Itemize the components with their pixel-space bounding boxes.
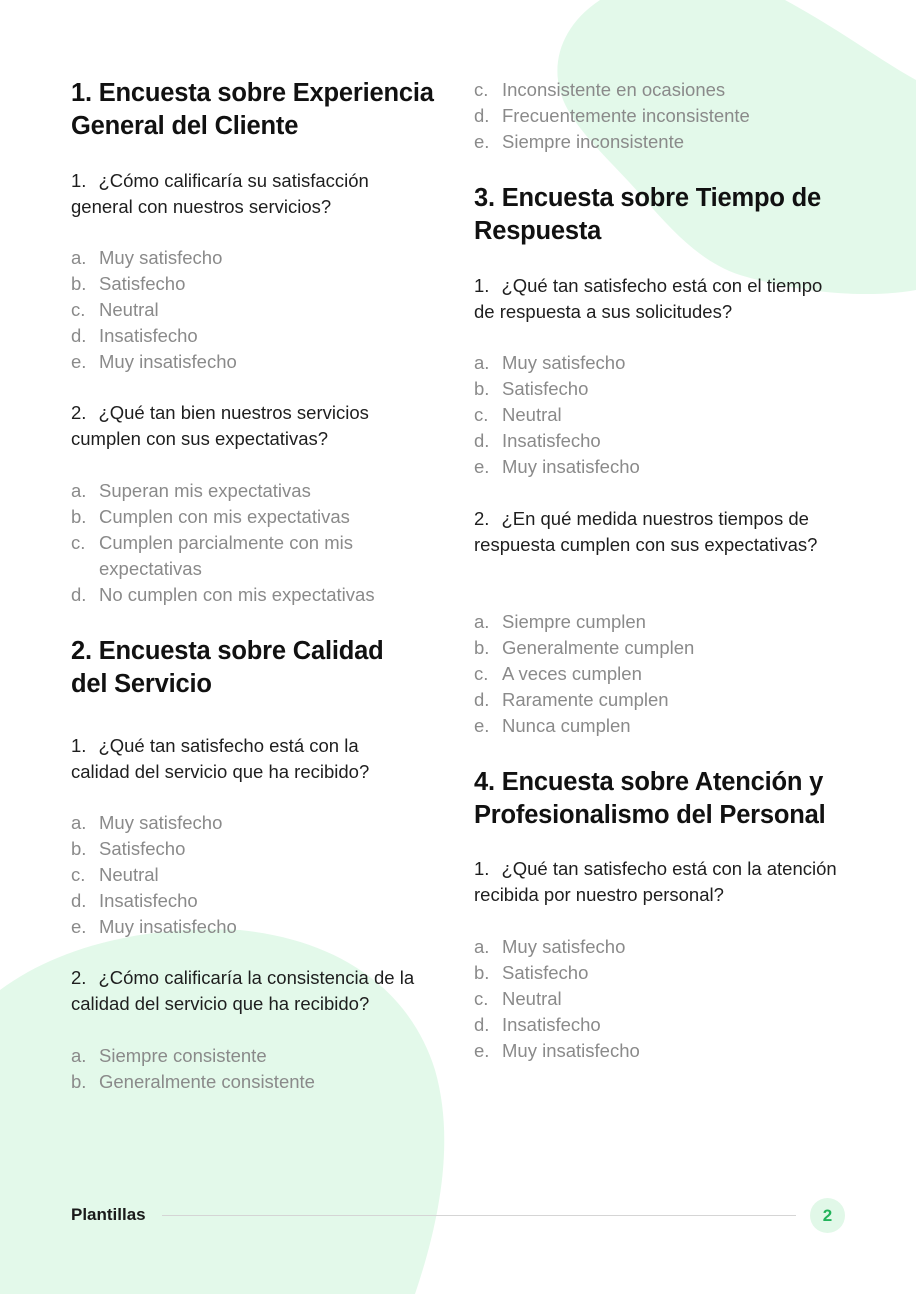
option-item bbox=[474, 986, 846, 1012]
page-number-badge: 2 bbox=[810, 1198, 845, 1233]
section-3-heading: 3. Encuesta sobre Tiempo de Respuesta bbox=[474, 184, 821, 245]
option-letter: a. bbox=[474, 611, 490, 632]
section-4-heading: 4. Encuesta sobre Atención y Profesionalismo del Personal bbox=[474, 768, 826, 829]
option-letter: b. bbox=[474, 637, 490, 658]
option-item bbox=[71, 297, 443, 323]
question-3-2 bbox=[474, 506, 846, 558]
options-3-2 bbox=[474, 609, 846, 739]
option-item bbox=[474, 1012, 846, 1038]
question-text: ¿Cómo calificaría su satisfacción general con nuestros servicios? bbox=[71, 170, 369, 217]
option-item bbox=[71, 862, 443, 888]
question-number: 1. bbox=[474, 275, 490, 296]
option-item bbox=[71, 323, 443, 349]
option-letter: e. bbox=[71, 351, 87, 372]
option-text: Satisfecho bbox=[502, 378, 589, 399]
option-letter: c. bbox=[474, 988, 489, 1009]
option-item bbox=[71, 888, 443, 914]
option-text: Muy satisfecho bbox=[99, 247, 223, 268]
option-item bbox=[474, 713, 846, 739]
option-item bbox=[71, 582, 411, 608]
option-item bbox=[474, 661, 846, 687]
option-text: Muy insatisfecho bbox=[502, 1040, 640, 1061]
option-item bbox=[71, 504, 411, 530]
option-letter: a. bbox=[474, 936, 490, 957]
question-text: ¿Qué tan satisfecho está con el tiempo de respuesta a sus solicitudes? bbox=[474, 275, 823, 322]
option-text: Neutral bbox=[99, 864, 159, 885]
option-text: Muy satisfecho bbox=[502, 936, 626, 957]
option-letter: c. bbox=[474, 79, 489, 100]
option-letter: c. bbox=[474, 663, 489, 684]
section-1-heading: 1. Encuesta sobre Experiencia General del Cliente bbox=[71, 79, 434, 140]
option-letter: b. bbox=[71, 273, 87, 294]
options-3-1 bbox=[474, 350, 846, 480]
option-item bbox=[474, 609, 846, 635]
option-letter: b. bbox=[474, 378, 490, 399]
option-letter: b. bbox=[71, 1071, 87, 1092]
option-letter: d. bbox=[474, 105, 490, 126]
option-item bbox=[71, 530, 389, 582]
option-letter: e. bbox=[71, 916, 87, 937]
option-text: Neutral bbox=[502, 404, 562, 425]
option-letter: e. bbox=[474, 131, 490, 152]
question-2-1 bbox=[71, 733, 401, 785]
option-item bbox=[71, 349, 443, 375]
option-letter: a. bbox=[71, 1045, 87, 1066]
option-item bbox=[474, 350, 846, 376]
option-letter: e. bbox=[474, 715, 490, 736]
option-text: Generalmente consistente bbox=[99, 1071, 315, 1092]
option-item bbox=[474, 960, 846, 986]
option-text: Satisfecho bbox=[99, 273, 186, 294]
footer-label: Plantillas bbox=[71, 1205, 146, 1224]
question-text: ¿Qué tan bien nuestros servicios cumplen con sus expectativas? bbox=[71, 402, 369, 449]
option-letter: d. bbox=[71, 584, 87, 605]
option-letter: c. bbox=[71, 864, 86, 885]
option-text: Neutral bbox=[99, 299, 159, 320]
option-item bbox=[474, 103, 846, 129]
question-text: ¿Qué tan satisfecho está con la calidad del servicio que ha recibido? bbox=[71, 735, 370, 782]
option-text: Inconsistente en ocasiones bbox=[502, 79, 726, 100]
question-number: 2. bbox=[474, 508, 490, 529]
option-item bbox=[474, 77, 846, 103]
option-text: Insatisfecho bbox=[99, 890, 198, 911]
option-item bbox=[474, 454, 846, 480]
option-item bbox=[71, 271, 443, 297]
option-letter: c. bbox=[474, 404, 489, 425]
question-2-2 bbox=[71, 965, 443, 1017]
option-text: Nunca cumplen bbox=[502, 715, 631, 736]
option-text: Superan mis expectativas bbox=[99, 480, 311, 501]
option-text: Neutral bbox=[502, 988, 562, 1009]
question-number: 1. bbox=[474, 858, 490, 879]
option-text: Siempre consistente bbox=[99, 1045, 267, 1066]
option-letter: a. bbox=[71, 812, 87, 833]
question-number: 1. bbox=[71, 735, 87, 756]
options-2-2 bbox=[71, 1043, 443, 1095]
option-letter: d. bbox=[71, 325, 87, 346]
option-text: Siempre cumplen bbox=[502, 611, 646, 632]
option-letter: a. bbox=[474, 352, 490, 373]
option-text: Insatisfecho bbox=[99, 325, 198, 346]
options-2-2-continued bbox=[474, 77, 846, 155]
option-letter: e. bbox=[474, 456, 490, 477]
option-text: Muy insatisfecho bbox=[502, 456, 640, 477]
options-1-2 bbox=[71, 478, 411, 608]
option-item bbox=[71, 1043, 443, 1069]
option-item bbox=[474, 687, 846, 713]
option-letter: c. bbox=[71, 532, 86, 553]
option-item bbox=[71, 478, 411, 504]
option-text: Insatisfecho bbox=[502, 1014, 601, 1035]
option-text: Generalmente cumplen bbox=[502, 637, 695, 658]
question-text: ¿En qué medida nuestros tiempos de respuesta cumplen con sus expectativas? bbox=[474, 508, 818, 555]
option-item bbox=[474, 129, 846, 155]
option-text: Muy insatisfecho bbox=[99, 916, 237, 937]
question-3-1 bbox=[474, 273, 824, 325]
question-4-1 bbox=[474, 856, 846, 908]
option-text: Satisfecho bbox=[502, 962, 589, 983]
question-1-1 bbox=[71, 168, 421, 220]
option-text: Frecuentemente inconsistente bbox=[502, 105, 750, 126]
options-4-1 bbox=[474, 934, 846, 1064]
option-text: Muy satisfecho bbox=[502, 352, 626, 373]
option-item bbox=[71, 914, 443, 940]
option-letter: d. bbox=[474, 689, 490, 710]
section-2-heading: 2. Encuesta sobre Calidad del Servicio bbox=[71, 637, 384, 698]
option-letter: a. bbox=[71, 247, 87, 268]
option-text: Muy insatisfecho bbox=[99, 351, 237, 372]
option-letter: e. bbox=[474, 1040, 490, 1061]
option-item bbox=[71, 810, 443, 836]
question-text: ¿Qué tan satisfecho está con la atención recibida por nuestro personal? bbox=[474, 858, 837, 905]
option-item bbox=[71, 836, 443, 862]
option-letter: b. bbox=[71, 838, 87, 859]
option-text: Muy satisfecho bbox=[99, 812, 223, 833]
option-letter: d. bbox=[474, 1014, 490, 1035]
question-text: ¿Cómo calificaría la consistencia de la calidad del servicio que ha recibido? bbox=[71, 967, 415, 1014]
options-2-1 bbox=[71, 810, 443, 940]
option-item bbox=[474, 635, 846, 661]
option-item bbox=[474, 934, 846, 960]
footer-divider bbox=[162, 1215, 796, 1216]
option-item bbox=[71, 245, 443, 271]
option-item bbox=[474, 402, 846, 428]
option-item bbox=[474, 428, 846, 454]
options-1-1 bbox=[71, 245, 443, 375]
option-text: A veces cumplen bbox=[502, 663, 642, 684]
question-1-2 bbox=[71, 400, 401, 452]
option-text: Insatisfecho bbox=[502, 430, 601, 451]
option-letter: a. bbox=[71, 480, 87, 501]
option-letter: b. bbox=[71, 506, 87, 527]
option-item bbox=[474, 1038, 846, 1064]
option-text: Cumplen parcialmente con mis expectativas bbox=[99, 532, 353, 579]
option-letter: d. bbox=[474, 430, 490, 451]
option-letter: b. bbox=[474, 962, 490, 983]
option-letter: c. bbox=[71, 299, 86, 320]
option-letter: d. bbox=[71, 890, 87, 911]
option-text: Satisfecho bbox=[99, 838, 186, 859]
option-item bbox=[71, 1069, 443, 1095]
question-number: 1. bbox=[71, 170, 87, 191]
option-text: Raramente cumplen bbox=[502, 689, 669, 710]
question-number: 2. bbox=[71, 402, 87, 423]
option-text: Cumplen con mis expectativas bbox=[99, 506, 350, 527]
option-text: No cumplen con mis expectativas bbox=[99, 584, 375, 605]
option-item bbox=[474, 376, 846, 402]
option-text: Siempre inconsistente bbox=[502, 131, 685, 152]
question-number: 2. bbox=[71, 967, 87, 988]
